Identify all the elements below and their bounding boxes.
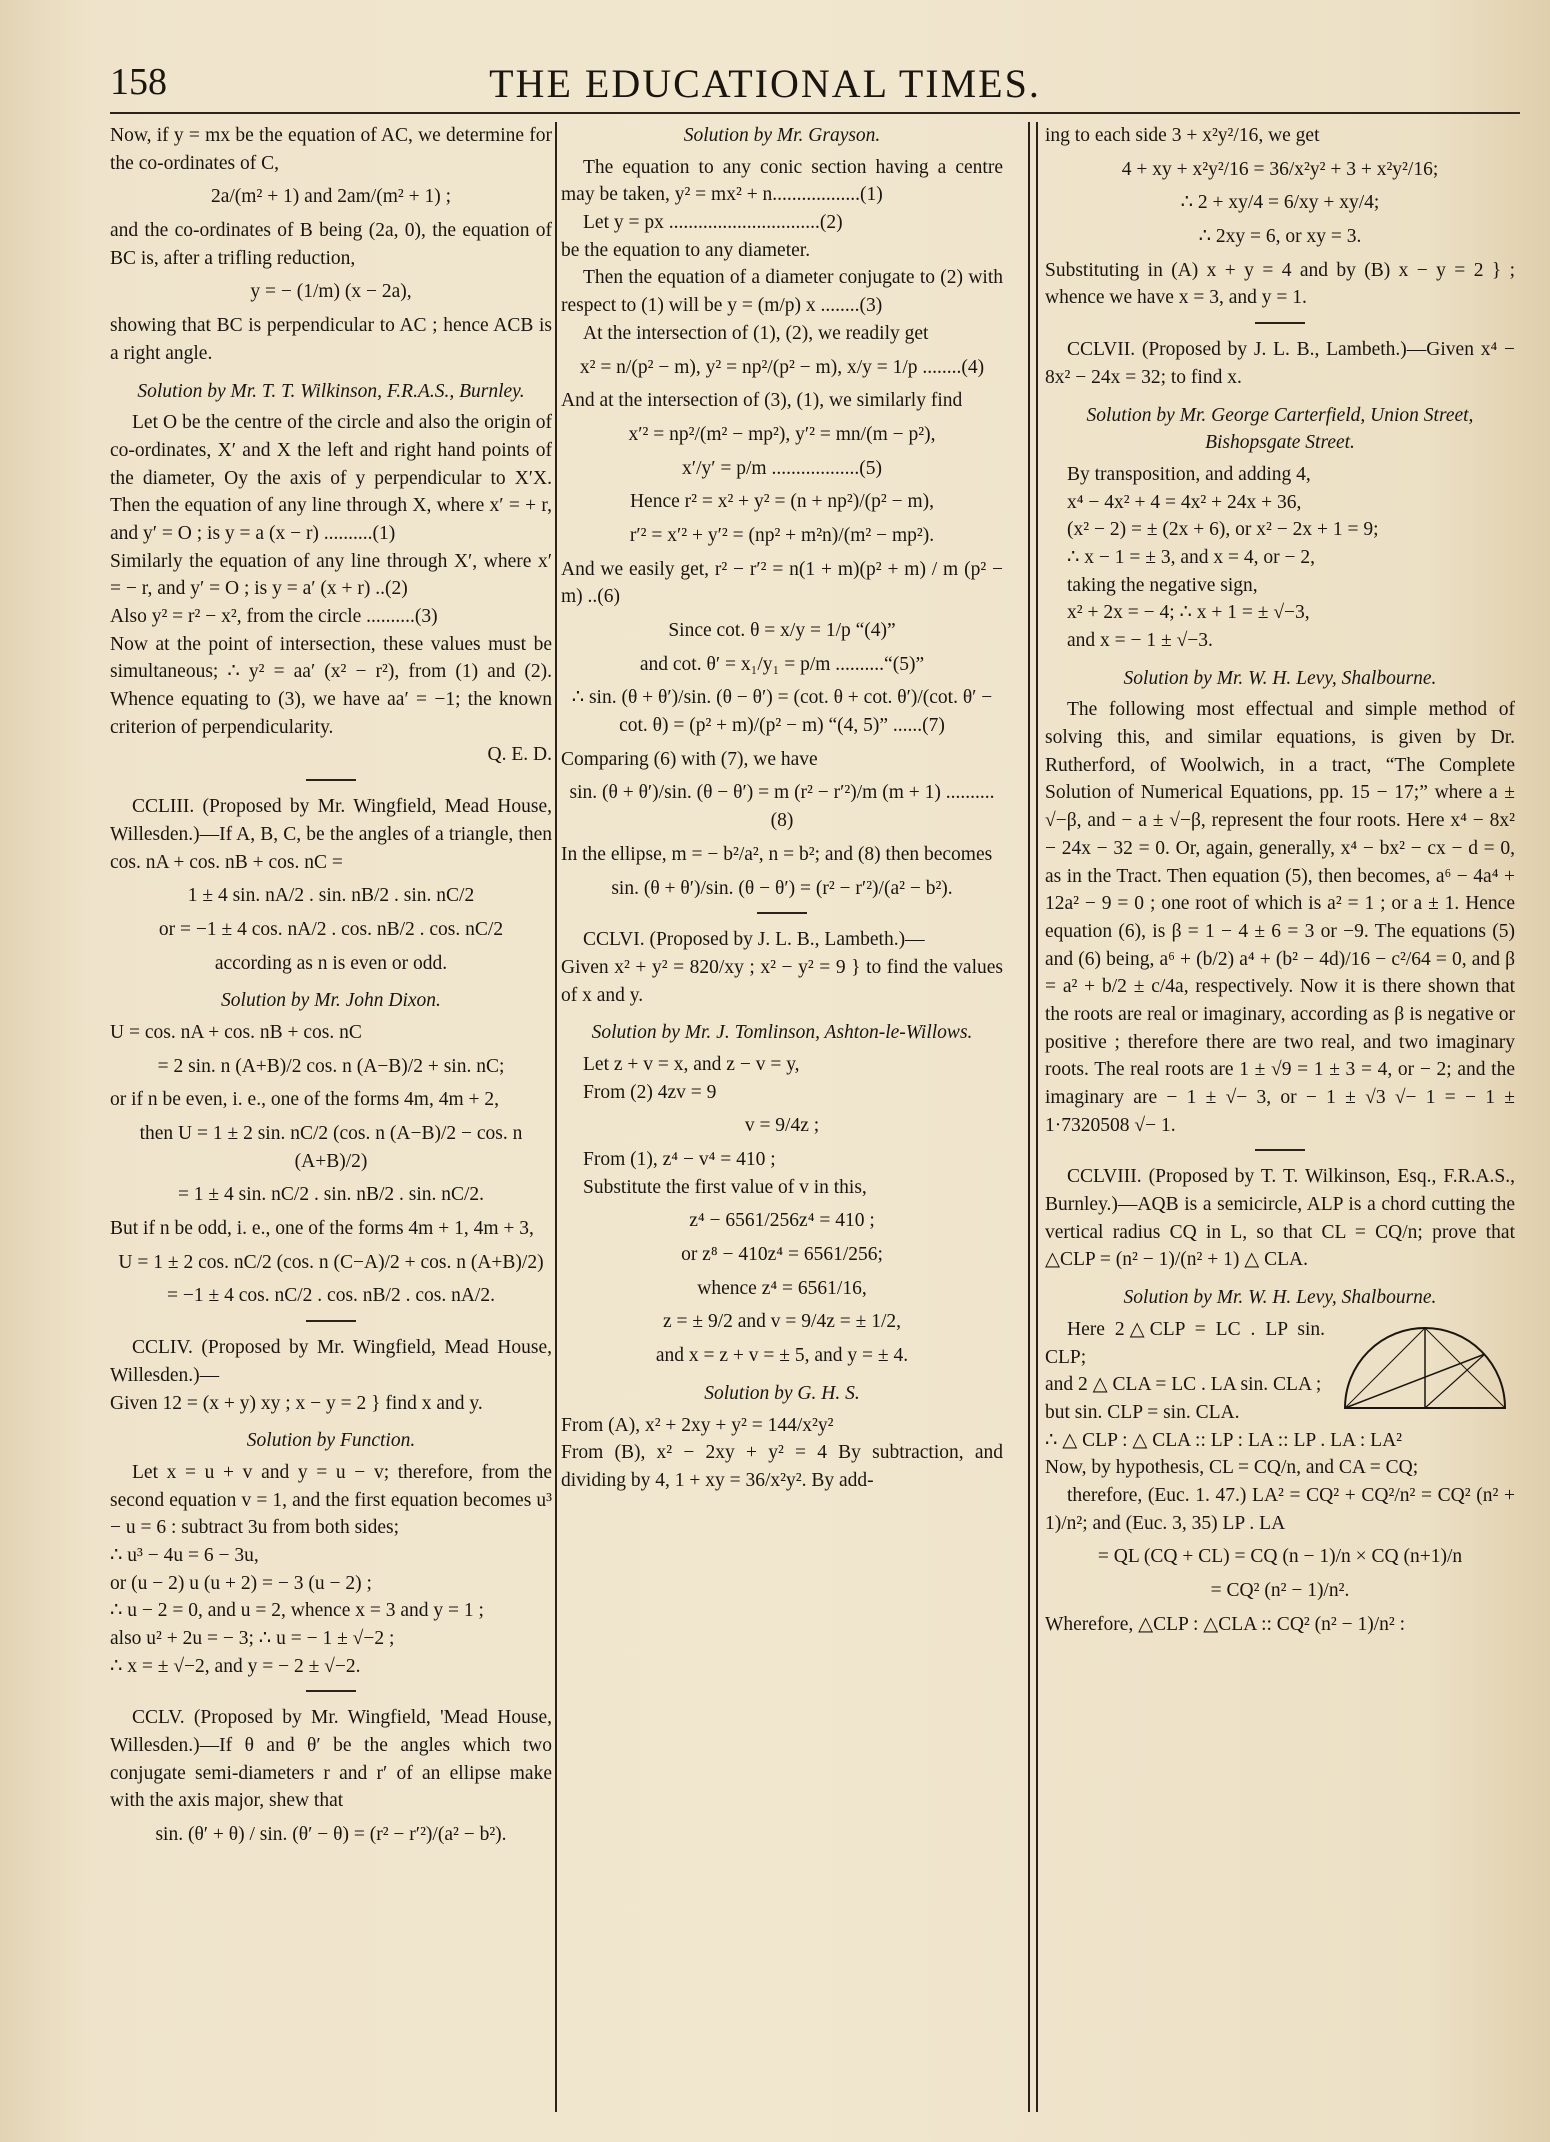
equation: sin. (θ′ + θ) / sin. (θ′ − θ) = (r² − r′²)/(a² − b²). xyxy=(155,1824,507,1846)
paragraph: The equation to any conic section having a centre may be taken, y² = mx² + n..................(1) xyxy=(561,156,1003,206)
equation: U = 1 ± 2 cos. nC/2 (cos. n (C−A)/2 + cos. n (A+B)/2) xyxy=(118,1251,544,1273)
solution-heading: Solution by Mr. George Carterfield, Union Street, Bishopsgate Street. xyxy=(1086,404,1474,454)
separator xyxy=(306,1690,356,1692)
equation: sin. (θ + θ′)/sin. (θ − θ′) = m (r² − r′²)/m (m + 1) ..........(8) xyxy=(569,782,995,832)
problem-heading: CCLIV. (Proposed by Mr. Wingfield, Mead House, Willesden.)— xyxy=(110,1337,552,1386)
solution-heading: Solution by Mr. Grayson. xyxy=(683,125,881,146)
equation: x′/y′ = p/m ..................(5) xyxy=(682,457,882,479)
equation: Since cot. θ = x/y = 1/p “(4)” xyxy=(668,620,896,641)
equation: then U = 1 ± 2 sin. nC/2 (cos. n (A−B)/2 − cos. n (A+B)/2) xyxy=(139,1123,523,1172)
solution-heading: Solution by Mr. J. Tomlinson, Ashton-le-Willows. xyxy=(591,1022,973,1044)
solution-heading: Solution by Mr. John Dixon. xyxy=(221,990,441,1012)
paragraph: taking the negative sign, xyxy=(1067,574,1258,596)
solution-heading: Solution by Mr. T. T. Wilkinson, F.R.A.S., Burnley. xyxy=(137,380,525,402)
equation: Given 12 = (x + y) xy ; x − y = 2 } find x and y. xyxy=(110,1392,483,1414)
paragraph: and the co-ordinates of B being (2a, 0), the equation of BC is, after a trifling reduction, xyxy=(110,220,552,269)
page-header xyxy=(110,60,1420,120)
column-divider xyxy=(555,122,557,2112)
equation: sin. (θ + θ′)/sin. (θ − θ′) = (r² − r′²)/(a² − b²). xyxy=(611,877,953,899)
paragraph: And at the intersection of (3), (1), we similarly find xyxy=(561,390,963,412)
equation: ∴ 2xy = 6, or xy = 3. xyxy=(1198,226,1362,248)
equation: or z⁸ − 410z⁴ = 6561/256; xyxy=(681,1244,883,1266)
paragraph: Now, if y = mx be the equation of AC, we determine for the co-ordinates of C, xyxy=(110,125,552,174)
equation: or (u − 2) u (u + 2) = − 3 (u − 2) ; xyxy=(110,1572,372,1594)
paragraph: Then the equation of a diameter conjugate to (2) with respect to (1) will be y = (m/p) x ........(3) xyxy=(561,267,1003,317)
solution-heading: Solution by G. H. S. xyxy=(704,1382,860,1404)
equation: z = ± 9/2 and v = 9/4z = ± 1/2, xyxy=(663,1311,901,1333)
column-divider xyxy=(1036,122,1038,2112)
paragraph: Let O be the centre of the circle and also the origin of co-ordinates, X′ and X the left and right hand points of the diameter, Oy the axis of y perpendicular to X′X. Then the equation of any line through X, where x′ = + r, and y′ = O ; is y = a (x − r) ..........(1) xyxy=(110,412,552,544)
equation: Now, by hypothesis, CL = CQ/n, and CA = CQ; xyxy=(1045,1457,1419,1479)
equation: And we easily get, r² − r′² = n(1 + m)(p² + m) / m (p² − m) ..(6) xyxy=(561,558,1003,608)
paragraph: Substituting in (A) x + y = 4 and by (B) x − y = 2 } ; whence we have x = 3, and y = 1. xyxy=(1045,259,1515,309)
problem-heading: CCLVIII. (Proposed by T. T. Wilkinson, Esq., F.R.A.S., Burnley.)—AQB is a semicircle, ALP is a chord cutting the vertical radius CQ in L, so that CL = CQ/n; prove that △CLP = (n² − 1)/(n² + 1) △ CLA. xyxy=(1045,1166,1515,1271)
paragraph: But if n be odd, i. e., one of the forms 4m + 1, 4m + 3, xyxy=(110,1218,534,1240)
equation: ∴ △ CLP : △ CLA :: LP : LA :: LP . LA : LA² xyxy=(1045,1429,1403,1451)
separator xyxy=(757,912,807,914)
publication-title: THE EDUCATIONAL TIMES. xyxy=(489,61,1041,106)
paragraph: Let x = u + v and y = u − v; therefore, from the second equation v = 1, and the first equation becomes u³ − u = 6 : subtract 3u from both sides; xyxy=(110,1461,552,1539)
equation: or = −1 ± 4 cos. nA/2 . cos. nB/2 . cos. nC/2 xyxy=(158,918,504,940)
equation: = 1 ± 4 sin. nC/2 . sin. nB/2 . sin. nC/2. xyxy=(177,1184,485,1206)
paragraph: according as n is even or odd. xyxy=(214,952,448,974)
equation: and x = − 1 ± √−3. xyxy=(1067,630,1213,651)
semicircle-figure xyxy=(1335,1316,1515,1416)
equation: From (2) 4zv = 9 xyxy=(583,1081,717,1103)
equation: v = 9/4z ; xyxy=(744,1115,820,1137)
paragraph: From (B), x² − 2xy + y² = 4 By subtraction, and dividing by 4, 1 + xy = 36/x²y². By add- xyxy=(561,1442,1003,1491)
problem-heading: CCLIII. (Proposed by Mr. Wingfield, Mead House, Willesden.)—If A, B, C, be the angles of a triangle, then cos. nA + cos. nB + cos. nC = xyxy=(110,796,552,873)
paragraph: In the ellipse, m = − b²/a², n = b²; and (8) then becomes xyxy=(561,843,993,865)
equation: ∴ x = ± √−2, and y = − 2 ± √−2. xyxy=(110,1655,361,1677)
text-columns xyxy=(110,122,1520,2112)
paragraph: Substitute the first value of v in this, xyxy=(583,1176,867,1198)
equation: also u² + 2u = − 3; ∴ u = − 1 ± √−2 ; xyxy=(110,1628,395,1649)
equation: ∴ 2 + xy/4 = 6/xy + xy/4; xyxy=(1180,192,1380,214)
equation: whence z⁴ = 6561/16, xyxy=(697,1277,867,1299)
equation: x′² = np²/(m² − mp²), y′² = mn/(m − p²), xyxy=(628,423,936,445)
problem-heading: CCLVI. (Proposed by J. L. B., Lambeth.)— xyxy=(583,929,925,951)
equation: but sin. CLP = sin. CLA. xyxy=(1045,1401,1240,1423)
paragraph: showing that BC is perpendicular to AC ; hence ACB is a right angle. xyxy=(110,315,552,364)
equation: r′² = x′² + y′² = (np² + m²n)/(m² − mp²). xyxy=(629,524,935,546)
solution-heading: Solution by Mr. W. H. Levy, Shalbourne. xyxy=(1123,1287,1437,1309)
equation: ∴ u − 2 = 0, and u = 2, whence x = 3 and y = 1 ; xyxy=(110,1600,484,1622)
equation: and x = z + v = ± 5, and y = ± 4. xyxy=(655,1345,909,1367)
equation: ∴ u³ − 4u = 6 − 3u, xyxy=(110,1544,259,1566)
column-middle xyxy=(561,122,1003,2112)
equation: Let y = px ...............................(2) xyxy=(583,212,843,234)
solution-block xyxy=(1045,1316,1515,1427)
equation: Wherefore, △CLP : △CLA :: CQ² (n² − 1)/n² : xyxy=(1045,1613,1406,1635)
equation: x² = n/(p² − m), y² = np²/(p² − m), x/y = 1/p ........(4) xyxy=(579,356,985,378)
separator xyxy=(1255,322,1305,324)
equation: Given x² + y² = 820/xy ; x² − y² = 9 } to find the values of x and y. xyxy=(561,956,1003,1006)
equation: y = − (1/m) (x − 2a), xyxy=(250,281,412,303)
equation: = QL (CQ + CL) = CQ (n − 1)/n × CQ (n+1)/n xyxy=(1097,1546,1463,1568)
paragraph: ing to each side 3 + x²y²/16, we get xyxy=(1045,125,1320,146)
equation: x² + 2x = − 4; ∴ x + 1 = ± √−3, xyxy=(1067,602,1310,624)
equation: x⁴ − 4x² + 4 = 4x² + 24x + 36, xyxy=(1067,491,1302,513)
paragraph: By transposition, and adding 4, xyxy=(1067,463,1311,485)
problem-heading: CCLVII. (Proposed by J. L. B., Lambeth.)—Given x⁴ − 8x² − 24x = 32; to find x. xyxy=(1045,339,1515,388)
separator xyxy=(1255,1149,1305,1151)
column-left xyxy=(110,122,552,2112)
paragraph: Now at the point of intersection, these values must be simultaneous; ∴ y² = aa′ (x² − r²), from (1) and (2). Whence equating to (3), we have aa′ = −1; the known criterion of perpendicularity. xyxy=(110,633,552,738)
header-rule xyxy=(110,112,1520,114)
equation: From (1), z⁴ − v⁴ = 410 ; xyxy=(583,1149,776,1170)
equation: ∴ sin. (θ + θ′)/sin. (θ − θ′) = (cot. θ + cot. θ′)/(cot. θ′ − cot. θ) = (p² + m)/(p² − m) “(4, 5)” ......(7) xyxy=(571,687,993,737)
equation: U = cos. nA + cos. nB + cos. nC xyxy=(110,1021,362,1043)
equation: and cot. θ′ = x₁/y₁ = p/m ..........“(5)” xyxy=(639,653,925,675)
paragraph: At the intersection of (1), (2), we readily get xyxy=(583,322,929,344)
equation: (x² − 2) = ± (2x + 6), or x² − 2x + 1 = 9; xyxy=(1067,519,1379,541)
equation: z⁴ − 6561/256z⁴ = 410 ; xyxy=(689,1210,875,1232)
equation: ∴ x − 1 = ± 3, and x = 4, or − 2, xyxy=(1067,546,1315,568)
equation: and 2 △ CLA = LC . LA sin. CLA ; xyxy=(1045,1374,1322,1396)
paragraph: Also y² = r² − x², from the circle ..........(3) xyxy=(110,606,438,627)
solution-heading: Solution by Function. xyxy=(246,1430,416,1452)
equation: 1 ± 4 sin. nA/2 . sin. nB/2 . sin. nC/2 xyxy=(187,885,475,907)
column-divider xyxy=(1028,122,1030,2112)
solution-heading: Solution by Mr. W. H. Levy, Shalbourne. xyxy=(1123,667,1437,689)
equation: therefore, (Euc. 1. 47.) LA² = CQ² + CQ²/n² = CQ² (n² + 1)/n²; and (Euc. 3, 35) LP . LA xyxy=(1045,1484,1515,1534)
paragraph: Comparing (6) with (7), we have xyxy=(561,748,818,770)
equation: From (A), x² + 2xy + y² = 144/x²y² xyxy=(561,1414,834,1436)
equation: Hence r² = x² + y² = (n + np²)/(p² − m), xyxy=(629,491,935,513)
equation: 2a/(m² + 1) and 2am/(m² + 1) ; xyxy=(210,186,451,208)
equation: = 2 sin. n (A+B)/2 cos. n (A−B)/2 + sin. nC; xyxy=(157,1055,505,1077)
qed: Q. E. D. xyxy=(487,744,552,766)
equation: = CQ² (n² − 1)/n². xyxy=(1210,1580,1350,1601)
equation: = −1 ± 4 cos. nC/2 . cos. nB/2 . cos. nA/2. xyxy=(167,1285,495,1307)
equation: Here 2△CLP = LC . LP sin. CLP; xyxy=(1045,1318,1325,1368)
column-right xyxy=(1045,122,1515,2112)
equation: Let z + v = x, and z − v = y, xyxy=(583,1053,800,1075)
page-number: 158 xyxy=(110,61,167,103)
paragraph: be the equation to any diameter. xyxy=(561,239,811,261)
paragraph: or if n be even, i. e., one of the forms 4m, 4m + 2, xyxy=(110,1089,499,1111)
problem-heading: CCLV. (Proposed by Mr. Wingfield, 'Mead House, Willesden.)—If θ and θ′ be the angles which two conjugate semi-diameters r and r′ of an ellipse make with the axis major, shew that xyxy=(110,1707,552,1812)
paragraph: Similarly the equation of any line through X′, where x′ = − r, and y′ = O ; is y = a′ (x + r) ..(2) xyxy=(110,550,552,600)
paragraph: The following most effectual and simple method of solving this, and similar equations, is given by Dr. Rutherford, of Woolwich, in a tract, “The Complete Solution of Numerical Equations, pp. 15 − 17;” where a ± √−β, and − a ± √−β, represent the four roots. Here x⁴ − 8x² − 24x − 32 = 0. Or, again, generally, x⁴ − bx² − cx − d = 0, as in the Tract. Then equation (5), then becomes, a⁶ − 4a⁴ + 12a² − 9 = 0 ; one root of which is a² = 1 ; or a ± 1. Hence equation (6), is β = 1 − 4 ± 6 = 3 or −9. The equations (5) and (6) being, a⁶ + (b/2) a⁴ + (b² − 4d)/16 − c²/64 = 0, and β = a² + b/2 ± c/4a, respectively. Now it is there shown that the roots are real or imaginary, according as β is negative or positive ; therefore there are two real, and two imaginary roots. The real roots are 1 ± √9 = 1 ± 3 = 4, or − 2; and the imaginary are − 1 ± √− 3, or − 1 ± √3 √− 1 = − 1 ± 1·7320508 √− 1. xyxy=(1045,699,1515,1136)
equation: 4 + xy + x²y²/16 = 36/x²y² + 3 + x²y²/16; xyxy=(1121,158,1439,180)
separator xyxy=(306,779,356,781)
separator xyxy=(306,1320,356,1322)
